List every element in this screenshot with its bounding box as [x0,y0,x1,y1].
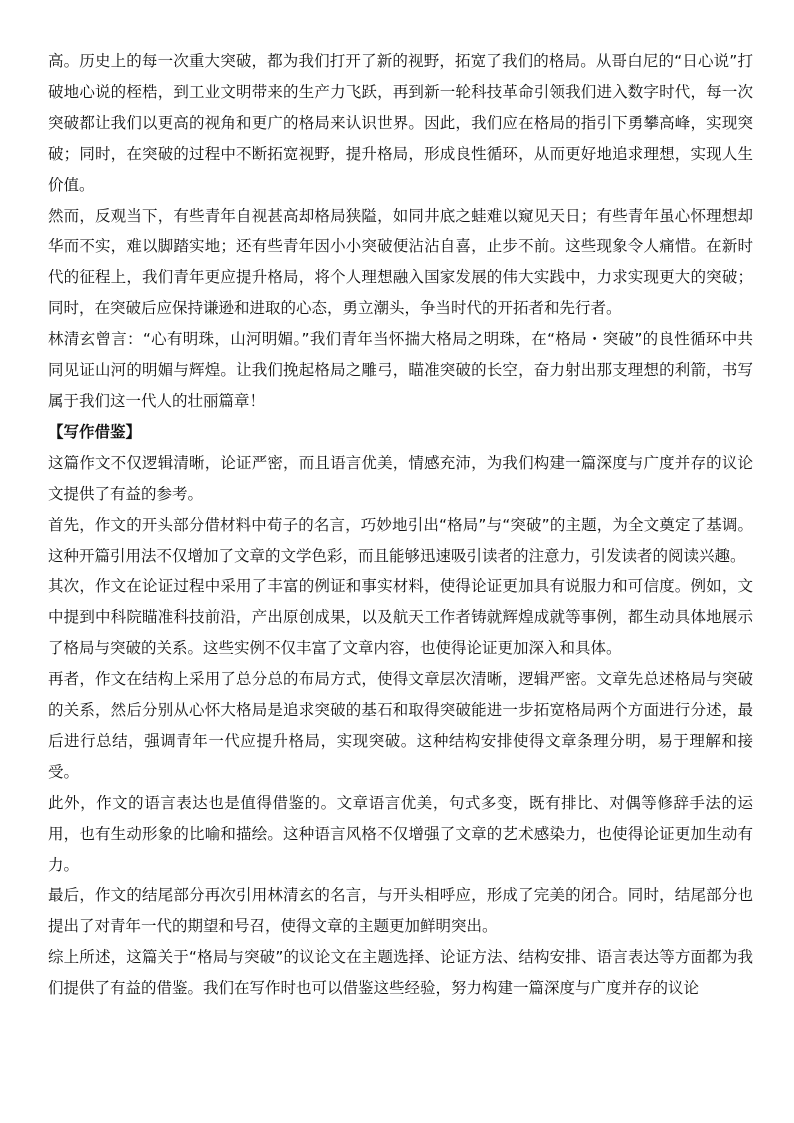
body-paragraph-history: 高。历史上的每一次重大突破，都为我们打开了新的视野，拓宽了我们的格局。从哥白尼的“日心说”打破地心说的桎梏，到工业文明带来的生产力飞跃，再到新一轮科技革命引领我们进入数字时代，每一次突破都让我们以更高的视角和更广的格局来认识世界。因此，我们应在格局的指引下勇攀高峰，实现突破；同时，在突破的过程中不断拓宽视野，提升格局，形成良性循环，从而更好地追求理想，实现人生价值。 [48,52,753,194]
review-paragraph-third: 再者，作文在结构上采用了总分总的布局方式，使得文章层次清晰，逻辑严密。文章先总述格局与突破的关系，然后分别从心怀大格局是追求突破的基石和取得突破能进一步拓宽格局两个方面进行分述，最后进行总结，强调青年一代应提升格局，实现突破。这种结构安排使得文章条理分明，易于理解和接受。 [48,670,753,781]
review-paragraph-language: 此外，作文的语言表达也是值得借鉴的。文章语言优美，句式多变，既有排比、对偶等修辞手法的运用，也有生动形象的比喻和描绘。这种语言风格不仅增强了文章的艺术感染力，也使得论证更加生动有力。 [48,793,753,874]
review-paragraph-second: 其次，作文在论证过程中采用了丰富的例证和事实材料，使得论证更加具有说服力和可信度。例如，文中提到中科院瞄准科技前沿，产出原创成果，以及航天工作者铸就辉煌成就等事例，都生动具体地展示了格局与突破的关系。这些实例不仅丰富了文章内容，也使得论证更加深入和具体。 [48,577,753,658]
section-heading: 【写作借鉴】 [48,422,142,441]
review-paragraph-ending: 最后，作文的结尾部分再次引用林清玄的名言，与开头相呼应，形成了完美的闭合。同时，结尾部分也提出了对青年一代的期望和号召，使得文章的主题更加鲜明突出。 [48,886,753,936]
review-paragraph-summary: 综上所述，这篇关于“格局与突破”的议论文在主题选择、论证方法、结构安排、语言表达等方面都为我们提供了有益的借鉴。我们在写作时也可以借鉴这些经验，努力构建一篇深度与广度并存的议论 [48,948,753,998]
body-paragraph-conclusion: 林清玄曾言：“心有明珠，山河明媚。”我们青年当怀揣大格局之明珠，在“格局・突破”的良性循环中共同见证山河的明媚与辉煌。让我们挽起格局之雕弓，瞄准突破的长空，奋力射出那支理想的利箭，书写属于我们这一代人的壮丽篇章！ [48,330,753,410]
review-paragraph-overview: 这篇作文不仅逻辑清晰，论证严密，而且语言优美，情感充沛，为我们构建一篇深度与广度并存的议论文提供了有益的参考。 [48,453,753,503]
body-paragraph-contrast: 然而，反观当下，有些青年自视甚高却格局狭隘，如同井底之蛙难以窥见天日；有些青年虽心怀理想却华而不实，难以脚踏实地；还有些青年因小小突破便沾沾自喜，止步不前。这些现象令人痛惜。在新时代的征程上，我们青年更应提升格局，将个人理想融入国家发展的伟大实践中，力求实现更大的突破；同时，在突破后应保持谦逊和进取的心态，勇立潮头，争当时代的开拓者和先行者。 [48,206,753,318]
document-page [48,46,753,1004]
review-paragraph-first: 首先，作文的开头部分借材料中荀子的名言，巧妙地引出“格局”与“突破”的主题，为全文奠定了基调。这种开篇引用法不仅增加了文章的文学色彩，而且能够迅速吸引读者的注意力，引发读者的阅读兴趣。 [48,515,753,565]
